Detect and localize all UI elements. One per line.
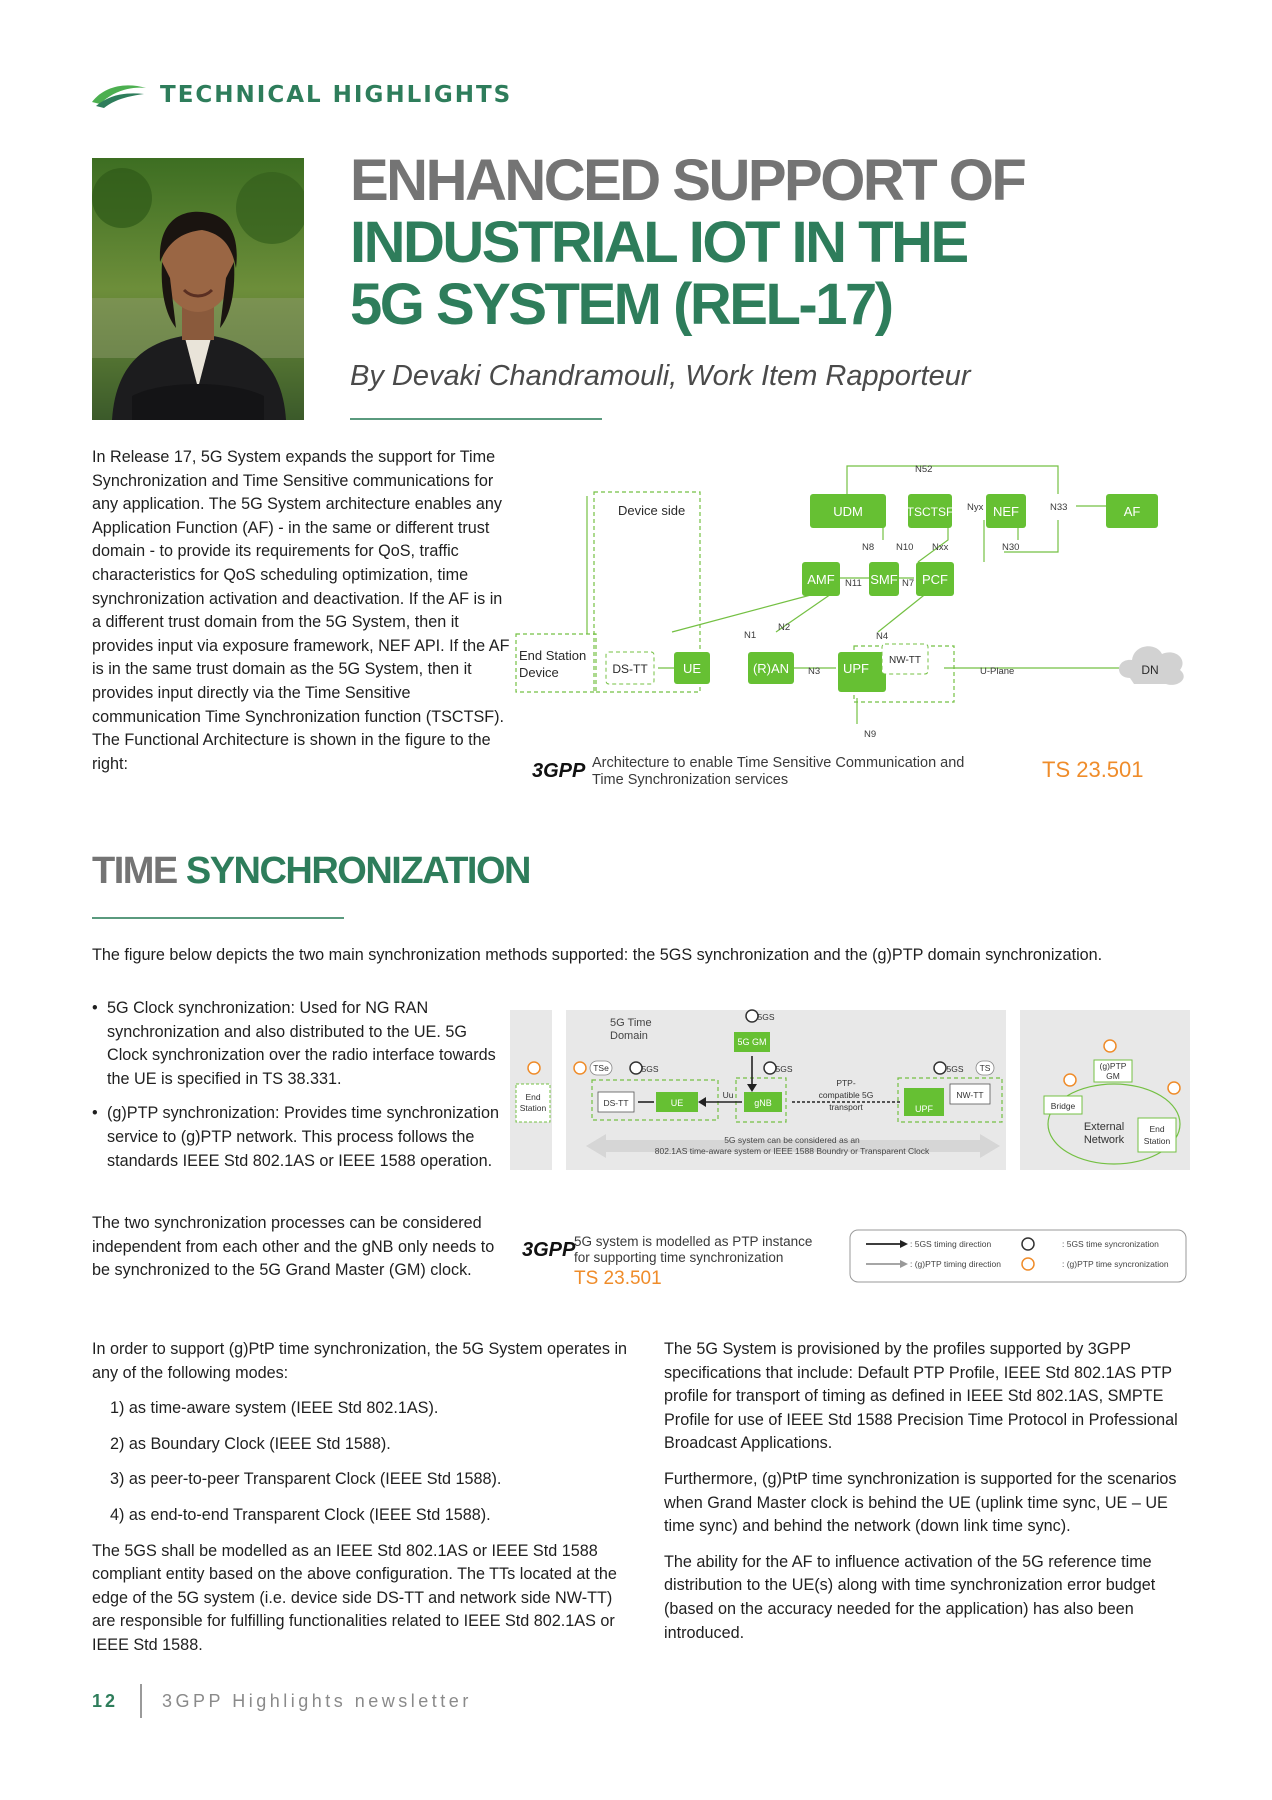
author-photo [92,158,304,420]
figure1-spec: TS 23.501 [1042,757,1144,782]
article-title [350,150,1230,336]
list-item: 2) as Boundary Clock (IEEE Std 1588). [110,1434,391,1453]
n8-label: N8 [862,542,875,553]
udm-label: UDM [833,504,863,519]
nwtt-label: NW-TT [888,655,922,666]
legend-5gs-sync: : 5GS time syncronization [1062,1239,1159,1249]
end-station-label-2: Station [519,1103,547,1113]
n33-label: N33 [1050,502,1068,513]
tse-badge: TSe [593,1063,609,1073]
legend-box [850,1230,1186,1282]
external-network-label-2: Network [1083,1134,1125,1146]
nef-label: NEF [993,504,1019,519]
list-item: • 5G Clock synchronization: Used for NG RAN synchronization and also distributed to the UE. 5G Clock synchronization over the radio interface towards the UE is specified in TS 38.331. [92,997,504,1091]
gnb-label: gNB [754,1098,772,1108]
heading-green-part: SYNCHRONIZATION [185,850,530,892]
bridge-label: Bridge [1050,1101,1076,1111]
footer-divider [140,1684,142,1718]
list-item: 4) as end-to-end Transparent Clock (IEEE Std 1588). [110,1505,491,1524]
modes-intro: In order to support (g)PtP time synchronization, the 5G System operates in any of the following modes: [92,1340,628,1382]
architecture-figure [510,456,1190,796]
page-footer [92,1683,472,1719]
section-tag-label: TECHNICAL HIGHLIGHTS [160,82,513,108]
n30-label: N30 [1002,542,1020,553]
leaf-swoosh-icon [90,80,148,110]
5gs-tag-upf: 5GS [946,1064,964,1074]
scenarios-paragraph: Furthermore, (g)PtP time synchronization is supported for the scenarios when Grand Master clock is behind the UE (uplink time sync, UE – UE time sync) and behind the network (down link time sync). [664,1469,1177,1536]
n3-label: N3 [808,666,821,677]
tsctsf-label: TSCTSF [906,505,954,519]
model-note-1: 5G system can be considered as an [724,1135,860,1145]
figure2-caption-line-2: for supporting time synchronization [574,1250,784,1265]
upf-label: UPF [843,661,869,676]
ran-label: (R)AN [752,661,790,676]
dstt-label: DS-TT [612,662,648,676]
title-line-1: ENHANCED SUPPORT OF [350,148,1025,213]
external-network-label-1: External [1083,1121,1125,1133]
title-line-3: 5G SYSTEM (REL-17) [350,272,892,337]
device-label: Device [519,665,559,680]
publication-name: 3GPP Highlights newsletter [162,1690,472,1711]
legend-5gs-timing: : 5GS timing direction [910,1239,992,1249]
end-station-right-label-1: End [1149,1124,1165,1134]
heading-divider [92,917,344,919]
n1-label: N1 [744,630,757,641]
gptp-gm-label-2: GM [1106,1071,1120,1081]
transport-label-2: compatible 5G [818,1090,874,1100]
end-station-label-1: End [525,1092,541,1102]
dstt-label: DS-TT [603,1098,629,1108]
independent-processes-paragraph: The two synchronization processes can be considered independent from each other and the gNB only needs to be synchronized to the 5G Grand Master (GM) clock. [92,1214,495,1280]
list-item: • (g)PTP synchronization: Provides time synchronization service to (g)PTP network. This process follows the standards IEEE Std 802.1AS or IEEE 1588 operation. [92,1102,504,1173]
n10-label: N10 [896,542,914,553]
5gs-tag-gnb: 5GS [775,1064,793,1074]
n9-label: N9 [864,729,877,740]
time-sync-figure [510,1000,1190,1310]
dn-label: DN [1141,663,1159,677]
time-sync-heading [92,850,530,893]
domain-label-1: 5G Time [610,1017,652,1029]
n4-label: N4 [876,631,889,642]
n11-label: N11 [845,578,862,589]
n2-label: N2 [778,622,791,633]
section-tag [90,80,512,110]
uplane-label: U-Plane [980,666,1015,677]
title-line-2: INDUSTRIAL IOT IN THE [350,210,967,275]
figure2-caption-line-1: 5G system is modelled as PTP instance [574,1234,813,1249]
modes-closing: The 5GS shall be modelled as an IEEE Std 802.1AS or IEEE Std 1588 compliant entity based on the above configuration. The TTs located at the edge of the 5G system (i.e. device side DS-TT and network side NW-TT) are responsible for fulfilling functionalities related to IEEE Std 802.1AS or IEEE Std 1588. [92,1541,617,1654]
pcf-label: PCF [922,572,948,587]
title-divider [350,418,602,420]
upf-label: UPF [915,1104,933,1114]
list-item: 3) as peer-to-peer Transparent Clock (IEEE Std 1588). [110,1470,502,1489]
n52-label: N52 [915,464,933,475]
3gpp-logo: 3GPP [532,760,586,782]
intro-paragraph: In Release 17, 5G System expands the support for Time Synchronization and Time Sensitive communications for any application. The 5G System architecture enables any Application Function (AF) - in the same or different trust domain - to provide its requirements for QoS, traffic characteristics for QoS scheduling optimization, time synchronization activation and deactivation. If the AF is in a different trust domain from the 5G System, then it provides input via exposure framework, NEF API. If the AF is in the same trust domain as the 5G System, then it provides input directly via the Time Sensitive communication Time Synchronization function (TSCTSF). The Functional Architecture is shown in the figure to the right: [92,448,510,773]
figure2-spec: TS 23.501 [574,1268,662,1289]
byline: By Devaki Chandramouli, Work Item Rapporteur [350,360,971,392]
sync-method-list [92,997,504,1184]
nyx-label: Nyx [967,502,984,513]
uu-label: Uu [722,1090,734,1100]
time-sync-lead: The figure below depicts the two main synchronization methods supported: the 5GS synchronization and the (g)PTP domain synchronization. [92,946,1103,964]
figure1-caption-line-2: Time Synchronization services [592,772,789,788]
n7-label: N7 [902,578,915,589]
left-column [92,1338,632,1670]
5gs-tag: 5GS [757,1012,775,1022]
list-item: 1) as time-aware system (IEEE Std 802.1AS). [110,1399,439,1418]
gm-label: 5G GM [737,1037,767,1047]
ue-label: UE [670,1098,684,1108]
ue-label: UE [682,661,702,676]
ts-badge: TS [979,1063,991,1073]
heading-grey-part: TIME [92,850,177,892]
transport-label-1: PTP- [836,1078,856,1088]
af-label: AF [1123,504,1141,519]
device-side-label: Device side [618,503,686,518]
gptp-gm-label-1: (g)PTP [1099,1061,1127,1071]
legend-gptp-timing: : (g)PTP timing direction [910,1259,1002,1269]
end-station-box [516,634,596,692]
nxx-label: Nxx [932,542,949,553]
af-influence-paragraph: The ability for the AF to influence activation of the 5G reference time distribution to the UE(s) along with time synchronization error budget (based on the accuracy needed for the application) has also been introduced. [664,1552,1156,1642]
legend-gptp-sync: : (g)PTP time syncronization [1062,1259,1169,1269]
modes-list [92,1397,632,1527]
profiles-paragraph: The 5G System is provisioned by the profiles supported by 3GPP specifications that include: Default PTP Profile, IEEE Std 802.1AS PTP profile for transport of timing as defined in IEEE Std 802.1AS, SMPTE Profile for use of IEEE Std 1588 Precision Time Protocol in Professional Broadcast Applications. [664,1340,1178,1453]
domain-label-2: Domain [610,1030,648,1042]
5gs-tag-ue: 5GS [641,1064,659,1074]
figure1-caption-line-1: Architecture to enable Time Sensitive Communication and [592,755,965,771]
page-number: 12 [92,1690,119,1711]
end-station-right-label-2: Station [1143,1136,1171,1146]
model-note-2: 802.1AS time-aware system or IEEE 1588 Boundry or Transparent Clock [654,1146,930,1156]
nwtt-label: NW-TT [956,1090,984,1100]
amf-label: AMF [807,572,835,587]
3gpp-logo-2: 3GPP [522,1239,576,1261]
end-station-label: End Station [519,648,587,663]
smf-label: SMF [870,572,898,587]
right-column [664,1338,1194,1657]
transport-label-3: transport [829,1102,863,1112]
